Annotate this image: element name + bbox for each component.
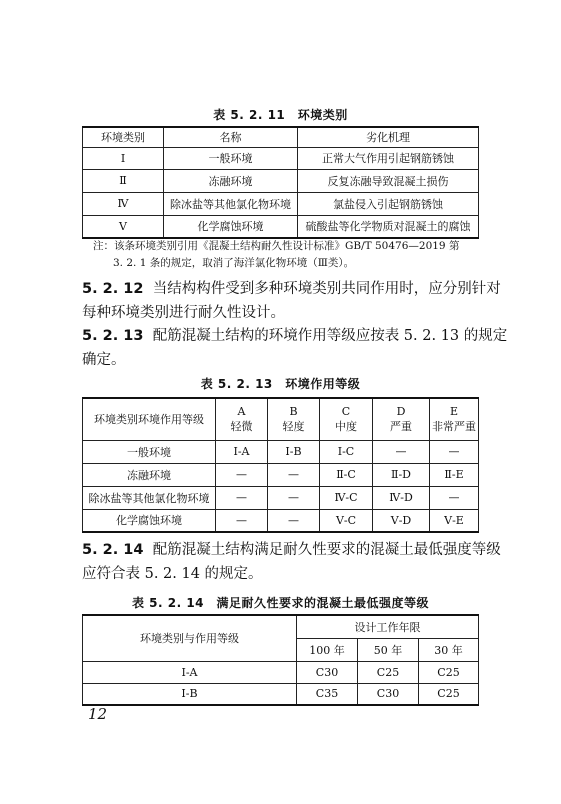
level-header (216, 398, 268, 440)
table-5-2-13-caption: 表 5. 2. 13 环境作用等级 (200, 377, 361, 391)
table-row (83, 661, 479, 683)
level-name: 严重 (390, 419, 412, 433)
table-cell: Ⅳ (83, 192, 164, 215)
clause-text: 当结构构件受到多种环境类别共同作用时，应分别针对 (152, 281, 501, 297)
table-cell: 氯盐侵入引起钢筋锈蚀 (298, 192, 479, 215)
header-cell: 劣化机理 (298, 127, 479, 147)
table-cell: Ⅰ (83, 147, 164, 169)
table-cell: Ⅱ-C (320, 463, 373, 486)
table-environment-action-level (82, 397, 479, 533)
table-cell: Ⅱ-D (373, 463, 430, 486)
table-cell: Ⅳ-C (320, 486, 373, 509)
header-cell: 环境类别 (83, 127, 164, 147)
table-cell: — (216, 509, 268, 532)
level-name: 中度 (335, 419, 357, 433)
table-cell: C25 (419, 683, 479, 705)
table-row (83, 486, 479, 509)
level-header (268, 398, 320, 440)
table-cell: — (430, 486, 479, 509)
table-cell: Ⅰ-B (268, 440, 320, 463)
table-cell: — (430, 440, 479, 463)
table-cell: 除冰盐等其他氯化物环境 (83, 486, 216, 509)
table-cell: C25 (358, 661, 419, 683)
level-letter: E (449, 404, 459, 418)
table-row (83, 683, 479, 705)
level-header (320, 398, 373, 440)
clause-5-2-13 (82, 324, 508, 372)
table-cell: 化学腐蚀环境 (83, 509, 216, 532)
table-cell: C30 (358, 683, 419, 705)
table-header-row (83, 615, 479, 638)
table-cell: 除冰盐等其他氯化物环境 (164, 192, 298, 215)
table-cell: — (268, 463, 320, 486)
table-cell: 反复冻融导致混凝土损伤 (298, 169, 479, 192)
table-cell: Ⅱ-E (430, 463, 479, 486)
clause-text: 确定。 (82, 352, 126, 368)
table-min-concrete-strength (82, 614, 479, 706)
table-cell: — (216, 463, 268, 486)
table-cell: Ⅰ-A (216, 440, 268, 463)
header-cell: 50 年 (358, 638, 419, 661)
header-cell: 100 年 (297, 638, 358, 661)
table-cell: Ⅰ-C (320, 440, 373, 463)
table-cell: C30 (297, 661, 358, 683)
table-row (83, 440, 479, 463)
table-row (83, 169, 479, 192)
table-5-2-14-caption: 表 5. 2. 14 满足耐久性要求的混凝土最低强度等级 (131, 596, 430, 610)
note-line: 3. 2. 1 条的规定，取消了海洋氯化物环境（Ⅲ类）。 (113, 257, 355, 269)
table-cell: 正常大气作用引起钢筋锈蚀 (298, 147, 479, 169)
table-header-row (83, 398, 479, 440)
table-cell: — (268, 486, 320, 509)
clause-text: 每种环境类别进行耐久性设计。 (82, 305, 285, 321)
table-5-2-11-caption: 表 5. 2. 11 环境类别 (213, 108, 348, 122)
table-cell: Ⅰ-B (83, 683, 297, 705)
table-cell: 一般环境 (83, 440, 216, 463)
table-cell: 化学腐蚀环境 (164, 215, 298, 238)
table-cell: — (373, 440, 430, 463)
table-cell: Ⅱ (83, 169, 164, 192)
table-row (83, 215, 479, 238)
table-cell: 冻融环境 (83, 463, 216, 486)
level-name: 轻微 (230, 419, 253, 433)
table-cell: Ⅰ-A (83, 661, 297, 683)
corner-cell: 环境类别与作用等级 (83, 615, 297, 661)
table-environment-category (82, 126, 479, 239)
group-header: 设计工作年限 (297, 615, 479, 638)
header-cell: 名称 (164, 127, 298, 147)
corner-cell: 环境类别环境作用等级 (83, 398, 216, 440)
note-line: 注：该条环境类别引用《混凝土结构耐久性设计标准》GB/T 50476—2019 第 (93, 240, 460, 252)
level-header (373, 398, 430, 440)
table-cell: — (216, 486, 268, 509)
table-row (83, 147, 479, 169)
table-header-row (83, 127, 479, 147)
clause-5-2-12 (82, 277, 502, 325)
level-header (430, 398, 479, 440)
clause-5-2-14 (82, 538, 502, 586)
header-cell: 30 年 (419, 638, 479, 661)
table-cell: 冻融环境 (164, 169, 298, 192)
table-cell: 硫酸盐等化学物质对混凝土的腐蚀 (298, 215, 479, 238)
table-cell: Ⅴ-D (373, 509, 430, 532)
level-name: 轻度 (282, 419, 305, 433)
level-name: 非常严重 (432, 419, 476, 433)
level-letter: D (396, 404, 406, 418)
table-cell: 一般环境 (164, 147, 298, 169)
table-cell: C25 (419, 661, 479, 683)
table-cell: Ⅴ (83, 215, 164, 238)
table-cell: Ⅴ-E (430, 509, 479, 532)
clause-number: 5. 2. 12 (82, 281, 144, 297)
table-row (83, 509, 479, 532)
table-row (83, 192, 479, 215)
table-note (93, 238, 493, 272)
table-row (83, 463, 479, 486)
level-letter: C (341, 404, 351, 418)
page-number: 12 (88, 705, 108, 723)
clause-number: 5. 2. 14 (82, 542, 144, 558)
clause-text: 应符合表 5. 2. 14 的规定。 (82, 566, 263, 582)
table-cell: Ⅴ-C (320, 509, 373, 532)
table-cell: — (268, 509, 320, 532)
table-cell: Ⅳ-D (373, 486, 430, 509)
clause-text: 配筋混凝土结构满足耐久性要求的混凝土最低强度等级 (152, 542, 501, 558)
level-letter: A (237, 404, 246, 418)
level-letter: B (289, 404, 298, 418)
clause-number: 5. 2. 13 (82, 328, 144, 344)
table-cell: C35 (297, 683, 358, 705)
clause-text: 配筋混凝土结构的环境作用等级应按表 5. 2. 13 的规定 (152, 328, 508, 344)
